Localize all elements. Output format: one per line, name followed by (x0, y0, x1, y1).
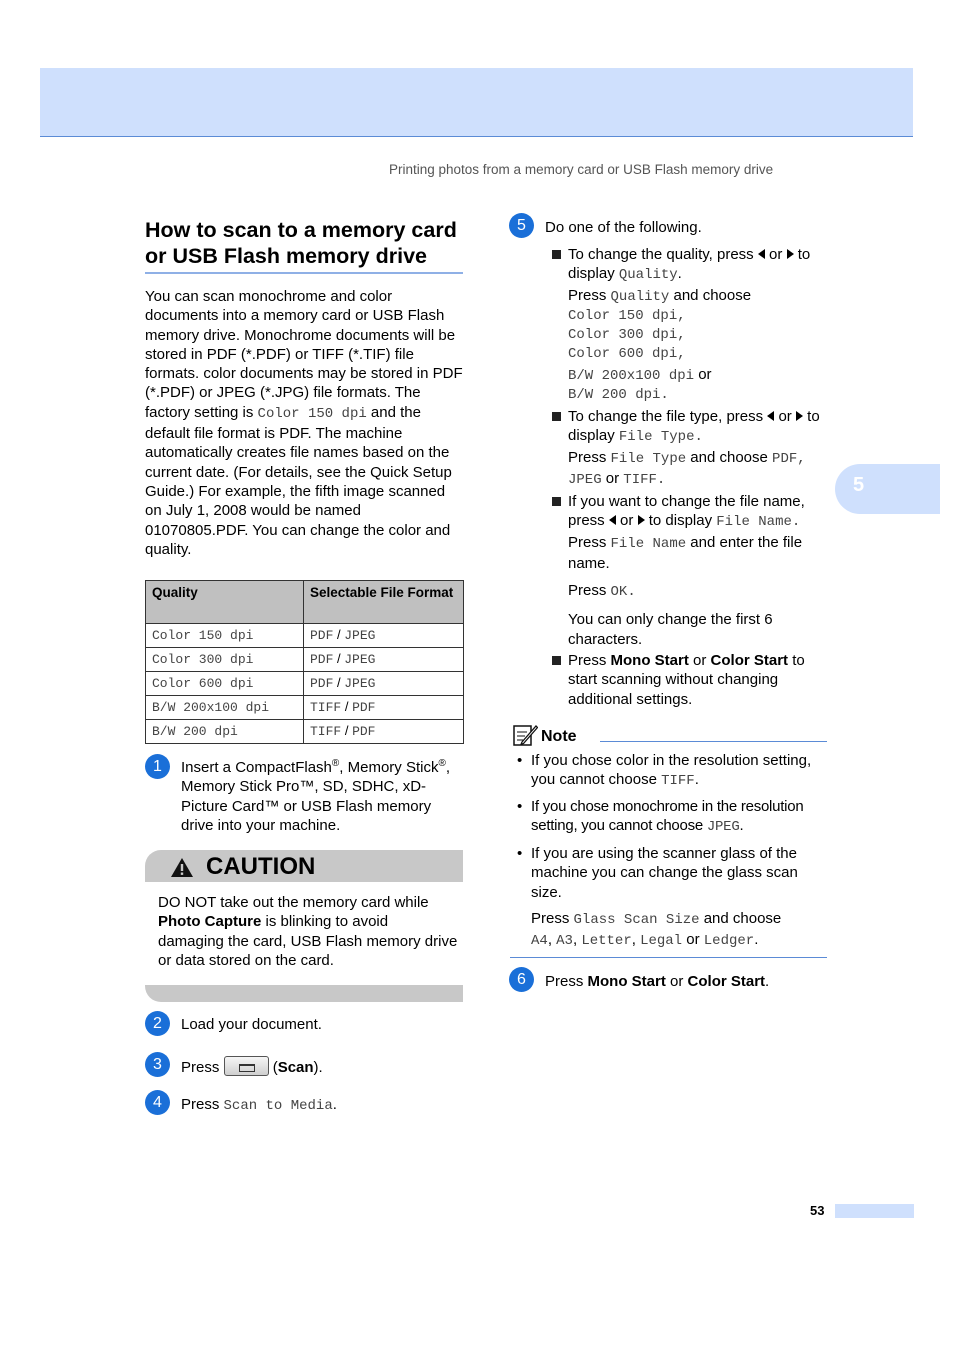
step-number-5: 5 (509, 213, 534, 238)
note-item-3: If you are using the scanner glass of the machine you can change the glass scan size. (531, 845, 798, 901)
note-bullet: • (517, 752, 523, 769)
step-6-text: Press Mono Start or Color Start. (545, 973, 770, 990)
step-1-text: Insert a CompactFlash®, Memory Stick®, Memory Stick Pro™, SD, SDHC, xD-Picture Card™ or USB Flash memory drive into your machine. (181, 758, 451, 834)
step-number-1: 1 (145, 754, 170, 779)
note-bullet: • (517, 798, 523, 815)
table-row: Color 600 dpi PDF / JPEG (146, 672, 464, 696)
table-row: B/W 200x100 dpi TIFF / PDF (146, 696, 464, 720)
table-header-format: Selectable File Format (304, 581, 464, 624)
step-4-text: Press Scan to Media. (181, 1096, 337, 1114)
square-bullet (552, 656, 561, 665)
start-instruction: Press Mono Start or Color Start to start scanning without changing additional settings. (568, 652, 805, 708)
step-number-3: 3 (145, 1052, 170, 1077)
square-bullet (552, 497, 561, 506)
page-number-bar (835, 1204, 914, 1218)
note-item-1: If you chose color in the resolution setting, you cannot choose TIFF. (531, 752, 812, 790)
step-5-text: Do one of the following. (545, 219, 702, 236)
page-number: 53 (810, 1203, 825, 1218)
square-bullet (552, 412, 561, 421)
intro-paragraph: You can scan monochrome and color documents into a memory card or USB Flash memory drive. Monochrome documents will be stored in PDF (*.PDF) or TIFF (*.TIF) file formats. color documents may be stored in PDF (*.PDF) or JPEG (*.JPG) file formats. The factory setting is Color 150 dpi and the default file format is PDF. The machine automatically creates file names based on the current date. (For details, see the Quick Setup Guide.) For example, the fifth image scanned on July 1, 2008 would be named 01070805.PDF. You can change the color and quality. (145, 288, 463, 558)
table-row: Color 150 dpi PDF / JPEG (146, 624, 464, 648)
note-bottom-rule (510, 957, 827, 958)
square-bullet (552, 250, 561, 259)
step-number-4: 4 (145, 1090, 170, 1115)
left-arrow-icon (767, 411, 774, 421)
step-2-text: Load your document. (181, 1016, 322, 1033)
quality-instruction: To change the quality, press or to display Quality. Press Quality and choose Color 150 dpi, Color 300 dpi, Color 600 dpi, B/W 200x100 dpi or B/W 200 dpi. (568, 246, 811, 404)
running-header: Printing photos from a memory card or USB Flash memory drive (389, 162, 774, 177)
caution-title: CAUTION (206, 853, 316, 880)
step-number-2: 2 (145, 1011, 170, 1036)
section-title-rule (145, 272, 463, 274)
right-arrow-icon (638, 515, 645, 525)
table-row: Color 300 dpi PDF / JPEG (146, 648, 464, 672)
note-top-rule (600, 741, 827, 742)
note-item-2: If you chose monochrome in the resolution setting, you cannot choose JPEG. (531, 798, 804, 836)
scan-key-icon (224, 1056, 269, 1076)
table-header-quality: Quality (146, 581, 304, 624)
file-type-instruction: To change the file type, press or to display File Type. Press File Type and choose PDF, JPEG or TIFF. (568, 408, 820, 488)
note-item-3-detail: Press Glass Scan Size and choose A4, A3, Letter, Legal or Ledger. (531, 910, 782, 950)
table-row: B/W 200 dpi TIFF / PDF (146, 720, 464, 744)
chapter-number: 5 (853, 474, 865, 496)
section-title: How to scan to a memory card or USB Flash memory drive (145, 218, 457, 268)
caution-end-bar (145, 985, 463, 1002)
step-number-6: 6 (509, 967, 534, 992)
top-header-band (40, 68, 913, 137)
table-header-row (146, 581, 464, 624)
note-bullet: • (517, 845, 523, 862)
quality-format-table (145, 580, 464, 744)
right-arrow-icon (796, 411, 803, 421)
warning-icon (170, 857, 194, 878)
file-name-instruction: If you want to change the file name, press or to display File Name. Press File Name and enter the file name. Press OK. You can only change the first 6 characters. (568, 493, 805, 648)
note-title: Note (541, 728, 577, 745)
chapter-tab (835, 464, 940, 514)
right-arrow-icon (787, 249, 794, 259)
caution-body: DO NOT take out the memory card while Photo Capture is blinking to avoid damaging the card, USB Flash memory drive or data stored on the card. (158, 894, 458, 969)
step-3-text: Press (Scan). (181, 1056, 323, 1077)
note-pencil-icon (512, 723, 538, 747)
left-arrow-icon (758, 249, 765, 259)
left-arrow-icon (609, 515, 616, 525)
